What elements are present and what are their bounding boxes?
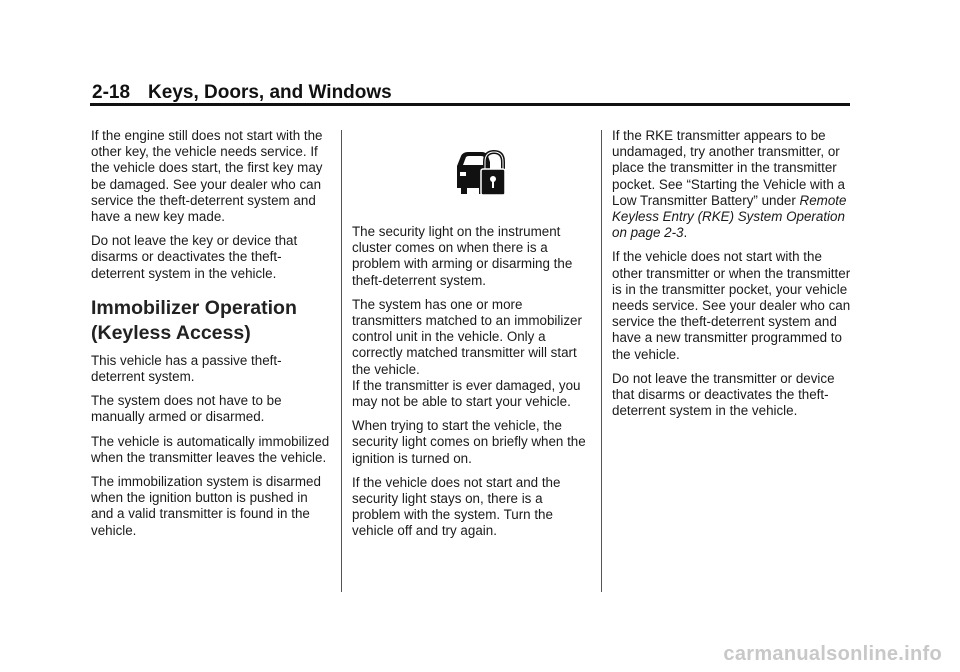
header-rule bbox=[90, 103, 850, 106]
paragraph: The immobilization system is disarmed when the ignition button is pushed in and a valid transmitter is found in the vehicle. bbox=[91, 474, 321, 538]
column-divider-2 bbox=[601, 130, 602, 592]
paragraph: The vehicle is automatically immobilized when the transmitter leaves the vehicle. bbox=[91, 433, 330, 465]
paragraph: If the engine still does not start with the other key, the vehicle needs service. If the vehicle does start, the first key may be damaged. See your dealer who can service the theft-deterrent system and have a new key made. bbox=[91, 128, 323, 225]
paragraph-end: . bbox=[683, 225, 688, 241]
section-heading: Immobilizer Operation (Keyless Access) bbox=[91, 296, 297, 344]
security-light-car-lock-icon bbox=[451, 148, 505, 198]
paragraph: Do not leave the transmitter or device that disarms or deactivates the theft-deterrent system in the vehicle. bbox=[612, 370, 835, 419]
column-divider-1 bbox=[341, 130, 342, 592]
paragraph: If the vehicle does not start with the other transmitter or when the transmitter is in the transmitter pocket, your vehicle needs service. See your dealer who can service the theft-deterrent system and have a new transmitter programmed to the vehicle. bbox=[612, 249, 851, 362]
paragraph: This vehicle has a passive theft-deterrent system. bbox=[91, 352, 282, 385]
watermark: carmanualsonline.info bbox=[723, 643, 942, 665]
paragraph-text: If the RKE transmitter appears to be undamaged, try another transmitter, or place the transmitter in the transmitter pocket. See “Starting the Vehicle with a Low Transmitter Battery” under bbox=[612, 128, 845, 208]
page-header bbox=[92, 82, 392, 104]
paragraph: If the transmitter is ever damaged, you may not be able to start your vehicle. bbox=[352, 377, 581, 410]
paragraph: If the vehicle does not start and the security light stays on, there is a problem with the system. Turn the vehicle off and try again. bbox=[352, 474, 561, 539]
paragraph: Do not leave the key or device that disarms or deactivates the theft-deterrent system in the vehicle. bbox=[91, 233, 298, 281]
page-number: 2-18 bbox=[92, 82, 131, 103]
paragraph: The security light on the instrument cluster comes on when there is a problem with arming or disarming the theft-deterrent system. bbox=[352, 224, 573, 288]
column-left bbox=[91, 128, 333, 547]
cross-reference-link[interactable]: Remote Keyless Entry (RKE) System Operation on page 2-3 bbox=[612, 192, 847, 241]
paragraph: The system has one or more transmitters matched to an immobilizer control unit in the vehicle. Only a correctly matched transmitter will start the vehicle. bbox=[352, 296, 582, 377]
paragraph bbox=[612, 128, 854, 241]
icon-container bbox=[352, 148, 594, 198]
section-title: Keys, Doors, and Windows bbox=[148, 82, 392, 103]
paragraph: The system does not have to be manually armed or disarmed. bbox=[91, 393, 282, 425]
column-middle bbox=[352, 128, 594, 548]
paragraph: When trying to start the vehicle, the security light comes on briefly when the ignition is turned on. bbox=[352, 418, 586, 466]
column-right bbox=[612, 128, 854, 427]
